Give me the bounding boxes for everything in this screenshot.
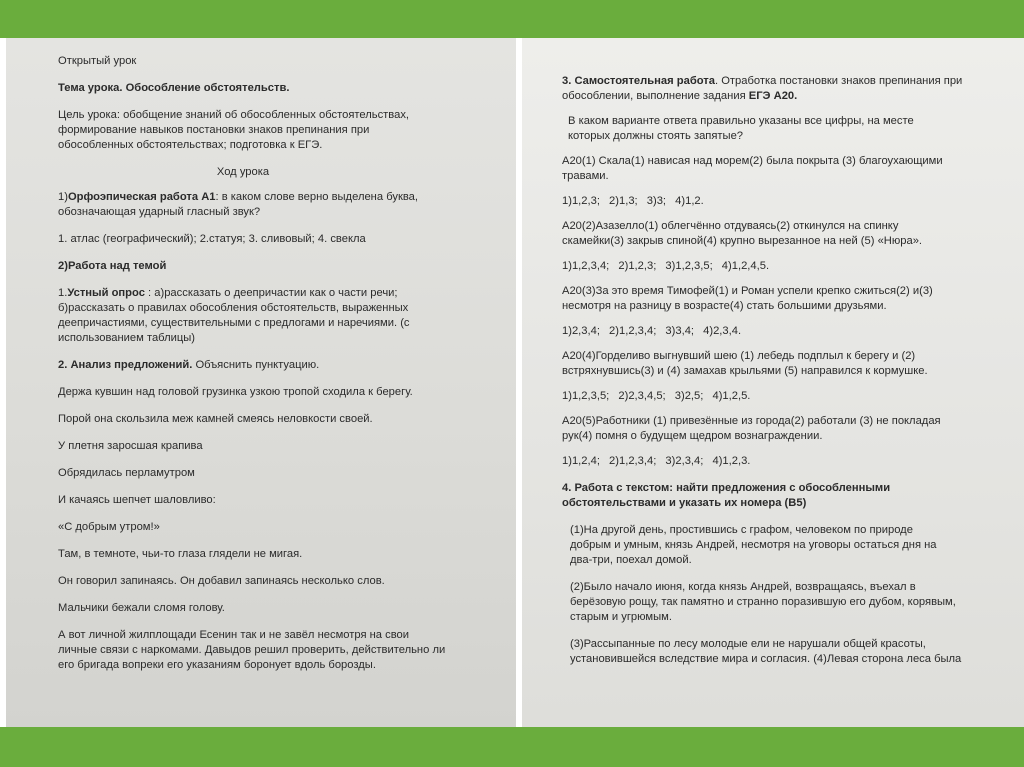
task-3-ege: ЕГЭ А20. <box>748 90 798 102</box>
sentence: У плетня заросшая крапива <box>58 440 203 452</box>
text-line: (2)Было начало июня, когда князь Андрей, возвращаясь, въехал в <box>570 581 916 593</box>
a20-item <box>562 349 994 379</box>
photo-of-pages <box>0 38 1024 727</box>
sentence: «С добрым утром!» <box>58 521 160 533</box>
item-line: А20(2)Азазелло(1) облегчённо отдуваясь(2) откинулся на спинку <box>562 220 899 232</box>
task-4-line: 4. Работа с текстом: найти предложения с обособленными <box>562 482 891 494</box>
text-line: установившейся вследствие мира и согласия. (4)Левая сторона леса была <box>570 653 962 665</box>
topic <box>58 81 488 96</box>
right-page <box>522 38 1024 727</box>
text-line: (1)На другой день, простившись с графом, человеком по природе <box>570 524 913 536</box>
a20-item <box>562 284 994 314</box>
oral-title: Устный опрос <box>67 287 145 299</box>
sentence: Держа кувшин над головой грузинка узкою тропой сходила к берегу. <box>58 386 413 398</box>
text-line: старым и угрюмым. <box>570 611 672 623</box>
oral-line: б)рассказать о правилах обособления обстоятельств, выраженных <box>58 302 409 314</box>
goal-line: формирование навыков постановки знаков препинания при <box>58 124 370 136</box>
sentence: И качаясь шепчет шаловливо: <box>58 494 216 506</box>
task-3 <box>562 74 994 104</box>
item-line: А20(3)За это время Тимофей(1) и Роман успели крепко сжиться(2) и(3) <box>562 285 933 297</box>
text-line: (3)Рассыпанные по лесу молодые ели не нарушали общей красоты, <box>570 638 926 650</box>
text-line: два-три, поехал домой. <box>570 554 692 566</box>
oral-line: использованием таблицы) <box>58 332 196 344</box>
topic-text: Обособление обстоятельств. <box>125 82 290 94</box>
oral-text: : а)рассказать о деепричастии как о части речи; <box>144 287 398 299</box>
bottom-green-bar <box>0 727 1024 767</box>
item-line: несмотря на разницу в возрасте(4) стать большими друзьями. <box>562 300 887 312</box>
item-line: А20(4)Горделиво выгнувший шею (1) лебедь подплыл к берегу и (2) <box>562 350 916 362</box>
question-line: В каком варианте ответа правильно указаны все цифры, на месте <box>568 115 914 127</box>
lesson-course-title: Ход урока <box>216 166 270 178</box>
item-line: А20(5)Работники (1) привезённые из города(2) работали (3) не покладая <box>562 415 941 427</box>
final-line: А вот личной жилплощади Есенин так и не завёл несмотря на свои <box>58 629 410 641</box>
answer-options: 1)1,2,3,4; 2)1,2,3; 3)1,2,3,5; 4)1,2,4,5. <box>562 260 770 272</box>
a20-item <box>562 414 994 444</box>
sentence: Порой она скользила меж камней смеясь неловкости своей. <box>58 413 373 425</box>
topic-label: Тема урока. <box>58 82 123 94</box>
task-1-title: Орфоэпическая работа А1 <box>67 191 216 203</box>
final-line: личные связи с наркомами. Давыдов решил проверить, действительно ли <box>58 644 446 656</box>
question <box>562 114 994 144</box>
text-paragraph <box>562 580 994 625</box>
sentence: Он говорил запинаясь. Он добавил запинаясь несколько слов. <box>58 575 385 587</box>
task-1 <box>58 190 488 220</box>
text-paragraph <box>562 637 994 667</box>
task-1-line2: обозначающая ударный гласный звук? <box>58 206 261 218</box>
top-green-bar <box>0 0 1024 38</box>
analysis-text: Объяснить пунктуацию. <box>192 359 320 371</box>
analysis-bold: 2. Анализ предложений. <box>58 359 193 371</box>
answer-options: 1)2,3,4; 2)1,2,3,4; 3)3,4; 4)2,3,4. <box>562 325 742 337</box>
a20-item <box>562 154 994 184</box>
task-3-title: 3. Самостоятельная работа <box>562 75 715 87</box>
text-line: берёзовую рощу, так памятно и странно поразившую его дубом, корявым, <box>570 596 956 608</box>
final-sentences <box>58 628 488 673</box>
question-line: которых должны стоять запятые? <box>568 130 744 142</box>
lesson-goal <box>58 108 488 153</box>
task-4-title <box>562 481 994 511</box>
oral-survey <box>58 286 488 346</box>
text-line: добрым и умным, князь Андрей, несмотря на уговоры остаться дня на <box>570 539 937 551</box>
task-1-options: 1. атлас (географический); 2.статуя; 3. сливовый; 4. свекла <box>58 233 366 245</box>
left-page <box>6 38 516 727</box>
task-1-text: : в каком слове верно выделена буква, <box>215 191 418 203</box>
item-line: встряхнувшись(3) и (4) замахав крыльями (5) направился к кормушке. <box>562 365 928 377</box>
sentence: Мальчики бежали сломя голову. <box>58 602 225 614</box>
text-paragraph <box>562 523 994 568</box>
goal-line: Цель урока: обобщение знаний об обособленных обстоятельствах, <box>58 109 410 121</box>
item-line: травами. <box>562 170 609 182</box>
task-1-num: 1) <box>58 191 68 203</box>
oral-num: 1. <box>58 287 68 299</box>
item-line: скамейки(3) закрыв спиной(4) крупно вырезанное на ней (5) «Нюра». <box>562 235 923 247</box>
item-line: А20(1) Скала(1) нависая над морем(2) была покрыта (3) благоухающими <box>562 155 943 167</box>
a20-item <box>562 219 994 249</box>
goal-line: обособленных обстоятельствах; подготовка к ЕГЭ. <box>58 139 323 151</box>
answer-options: 1)1,2,4; 2)1,2,3,4; 3)2,3,4; 4)1,2,3. <box>562 455 751 467</box>
final-line: его бригада вопреки его указаниям боронует вдоль борозды. <box>58 659 376 671</box>
task-2-title: 2)Работа над темой <box>58 260 167 272</box>
task-4-line: обстоятельствами и указать их номера (В5) <box>562 497 807 509</box>
task-3-text: . Отработка постановки знаков препинания при <box>714 75 963 87</box>
sentence: Там, в темноте, чьи-то глаза глядели не мигая. <box>58 548 303 560</box>
answer-options: 1)1,2,3; 2)1,3; 3)3; 4)1,2. <box>562 195 704 207</box>
task-3-line2: обособлении, выполнение задания <box>562 90 749 102</box>
heading-small: Открытый урок <box>58 55 137 67</box>
oral-line: деепричастиями, существительными с предлогами и наречиями. (с <box>58 317 410 329</box>
answer-options: 1)1,2,3,5; 2)2,3,4,5; 3)2,5; 4)1,2,5. <box>562 390 751 402</box>
analysis-title <box>58 358 488 373</box>
item-line: рук(4) помня о будущем щедром вознаграждении. <box>562 430 823 442</box>
sentence: Обрядилась перламутром <box>58 467 195 479</box>
